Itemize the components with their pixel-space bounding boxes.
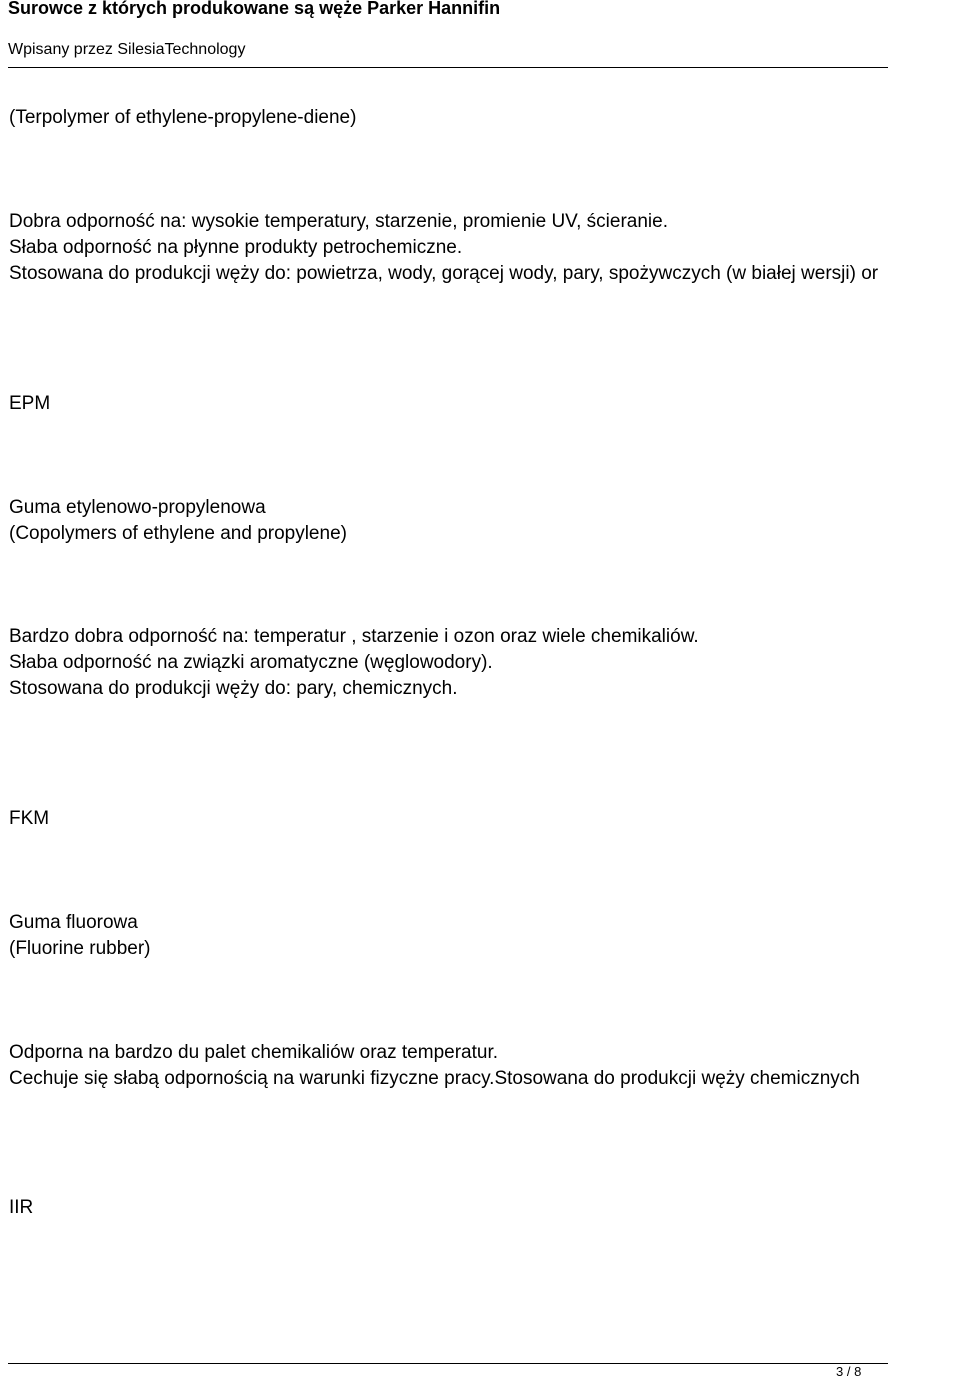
epm-name-en: (Copolymers of ethylene and propylene) (9, 523, 347, 544)
epm-name-pl: Guma etylenowo-propylenowa (9, 497, 266, 518)
epm-description-line: Stosowana do produkcji węży do: pary, chemicznych. (9, 678, 458, 699)
epm-description-line: Słaba odporność na związki aromatyczne (węglowodory). (9, 652, 493, 673)
fkm-description-line: Cechuje się słabą odpornością na warunki fizyczne pracy.Stosowana do produkcji węży chemicznych (9, 1068, 860, 1089)
fkm-name-pl: Guma fluorowa (9, 912, 138, 933)
epdm-description-line: Stosowana do produkcji węży do: powietrza, wody, gorącej wody, pary, spożywczych (w białej wersji) or (9, 263, 879, 284)
fkm-name-en: (Fluorine rubber) (9, 938, 151, 959)
epdm-description-line: Dobra odporność na: wysokie temperatury, starzenie, promienie UV, ścieranie. (9, 211, 668, 232)
epm-code-heading: EPM (9, 393, 51, 414)
fkm-code-heading: FKM (9, 808, 50, 829)
epdm-description-line: Słaba odporność na płynne produkty petrochemiczne. (9, 237, 463, 258)
epm-description-line: Bardzo dobra odporność na: temperatur , starzenie i ozon oraz wiele chemikaliów. (9, 626, 699, 647)
header-divider (8, 67, 888, 68)
author-line: Wpisany przez SilesiaTechnology (8, 41, 246, 58)
epdm-name-en: (Terpolymer of ethylene-propylene-diene) (9, 107, 357, 128)
footer-divider (8, 1363, 888, 1364)
page-number: 3 / 8 (836, 1364, 862, 1379)
fkm-description-line: Odporna na bardzo du palet chemikaliów oraz temperatur. (9, 1042, 498, 1063)
iir-code-heading: IIR (9, 1197, 34, 1218)
document-title: Surowce z których produkowane są węże Parker Hannifin (8, 0, 501, 18)
